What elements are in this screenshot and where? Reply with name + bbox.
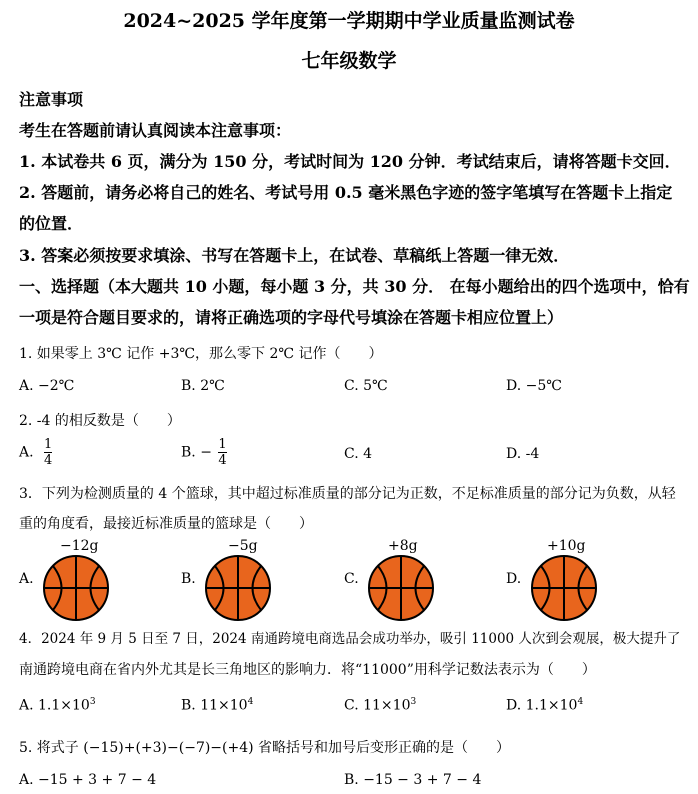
q4-b-base: B. 11×10 xyxy=(181,697,248,714)
basketball-b-icon[interactable] xyxy=(204,554,272,622)
q4-option-d[interactable] xyxy=(506,697,583,714)
q5-option-a[interactable]: A. −15 + 3 + 7 − 4 xyxy=(19,772,157,788)
notice-intro: 考生在答题前请认真阅读本注意事项： xyxy=(19,121,292,140)
exam-title: 2024~2025 学年度第一学期期中学业质量监测试卷 xyxy=(123,10,575,32)
notice-item-3: 3. 答案必须按要求填涂、书写在答题卡上，在试卷、草稿纸上答题一律无效． xyxy=(19,246,570,265)
q4-a-base: A. 1.1×10 xyxy=(19,697,90,714)
q2-option-a[interactable] xyxy=(19,437,52,468)
q1-option-d[interactable]: D. −5℃ xyxy=(506,378,562,394)
basketball-d-icon[interactable] xyxy=(530,554,598,622)
notice-item-2a: 2. 答题前，请务必将自己的姓名、考试号用 0.5 毫米黑色字迹的签字笔填写在答题卡上指定 xyxy=(19,183,673,202)
q4-a-exp: 3 xyxy=(89,697,96,707)
q3-option-c-letter[interactable]: C. xyxy=(344,571,359,587)
section-heading-2: 一项是符合题目要求的，请将正确选项的字母代号填涂在答题卡相应位置上） xyxy=(19,308,564,327)
q3-option-d-letter[interactable]: D. xyxy=(506,571,522,587)
notice-heading: 注意事项 xyxy=(19,90,84,109)
q3-option-c-weight: +8g xyxy=(388,538,418,554)
q2-b-label: B. − xyxy=(181,444,212,461)
q2-b-den: 4 xyxy=(218,453,227,468)
q4-stem-2: 南通跨境电商在省内外尤其是长三角地区的影响力．将“11000”用科学记数法表示为（ ） xyxy=(19,662,596,678)
q4-c-base: C. 11×10 xyxy=(344,697,411,714)
notice-item-2b: 的位置． xyxy=(19,214,84,233)
q5-stem: 5. 将式子 (−15)+(+3)−(−7)−(+4) 省略括号和加号后变形正确的是（ ） xyxy=(19,740,511,756)
q1-option-c[interactable]: C. 5℃ xyxy=(344,378,388,394)
q4-option-b[interactable] xyxy=(181,697,253,714)
basketball-c-icon[interactable] xyxy=(367,554,435,622)
q2-b-fraction xyxy=(218,437,226,468)
q2-a-den: 4 xyxy=(44,453,53,468)
q4-d-base: D. 1.1×10 xyxy=(506,697,578,714)
q1-stem: 1. 如果零上 3℃ 记作 +3℃，那么零下 2℃ 记作（ ） xyxy=(19,346,383,362)
q3-option-d-weight: +10g xyxy=(547,538,586,554)
q4-b-exp: 4 xyxy=(247,697,254,707)
q4-c-exp: 3 xyxy=(410,697,417,707)
q3-option-a-weight: −12g xyxy=(60,538,99,554)
q2-a-fraction xyxy=(44,437,52,468)
q2-b-num: 1 xyxy=(218,437,227,452)
q4-stem-1: 4．2024 年 9 月 5 日至 7 日，2024 南通跨境电商选品会成功举办，吸引 11000 人次到会观展，极大提升了 xyxy=(19,631,681,647)
q4-d-exp: 4 xyxy=(577,697,584,707)
section-heading-1: 一、选择题（本大题共 10 小题，每小题 3 分，共 30 分． 在每小题给出的四个选项中，恰有 xyxy=(19,277,690,296)
q2-a-num: 1 xyxy=(44,437,53,452)
q3-option-a-letter[interactable]: A. xyxy=(19,571,34,587)
q2-a-label: A. xyxy=(19,444,34,461)
q4-option-a[interactable] xyxy=(19,697,96,714)
q3-stem-2: 重的角度看，最接近标准质量的篮球是（ ） xyxy=(19,516,313,532)
notice-item-1: 1. 本试卷共 6 页，满分为 150 分，考试时间为 120 分钟．考试结束后，请将答题卡交回． xyxy=(19,152,681,171)
q4-option-c[interactable] xyxy=(344,697,416,714)
q1-option-b[interactable]: B. 2℃ xyxy=(181,378,225,394)
q2-option-c[interactable]: C. 4 xyxy=(344,446,373,462)
q3-option-b-letter[interactable]: B. xyxy=(181,571,196,587)
q2-stem: 2. -4 的相反数是（ ） xyxy=(19,413,181,429)
q3-option-b-weight: −5g xyxy=(228,538,258,554)
q2-option-b[interactable] xyxy=(181,437,227,468)
q1-option-a[interactable]: A. −2℃ xyxy=(19,378,75,394)
exam-subtitle: 七年级数学 xyxy=(301,50,397,72)
q3-stem-1: 3．下列为检测质量的 4 个篮球，其中超过标准质量的部分记为正数，不足标准质量的部分记为负数，从轻 xyxy=(19,486,676,502)
q5-option-b[interactable]: B. −15 − 3 + 7 − 4 xyxy=(344,772,482,788)
q2-option-d[interactable]: D. -4 xyxy=(506,446,540,462)
basketball-a-icon[interactable] xyxy=(42,554,110,622)
